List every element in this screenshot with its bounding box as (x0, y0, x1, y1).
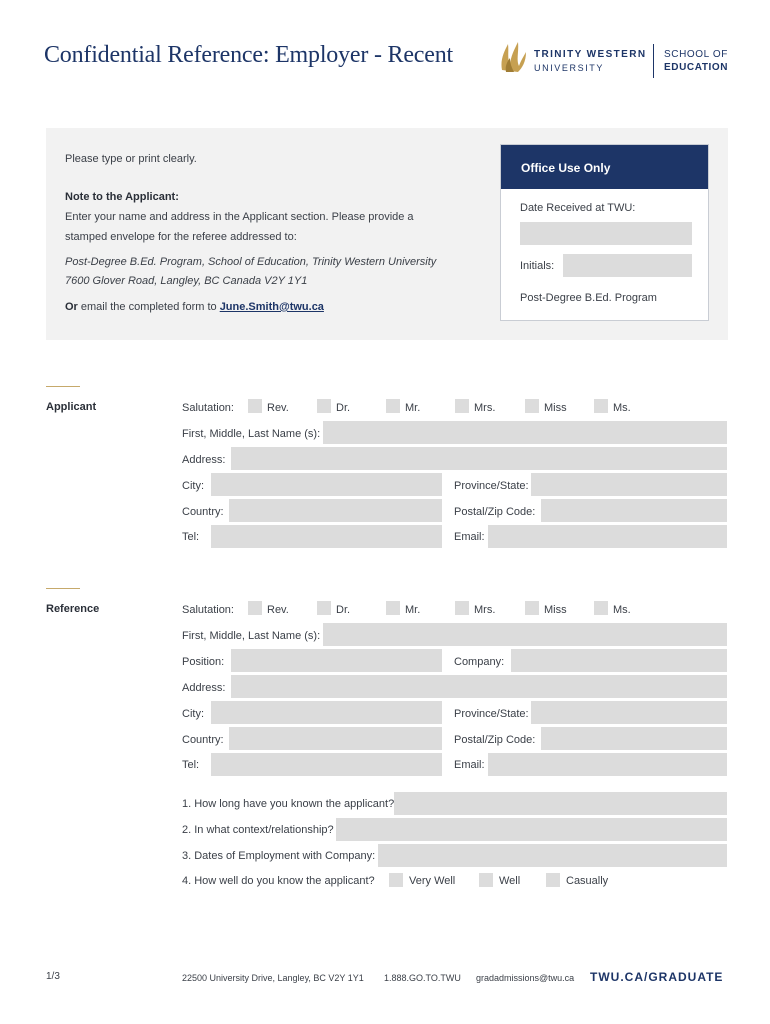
question-1-field[interactable] (394, 792, 727, 815)
well-label: Well (499, 875, 521, 887)
reference-city-label: City: (182, 708, 204, 720)
office-use-panel (500, 144, 709, 321)
reference-city-field[interactable] (211, 701, 442, 724)
casually-checkbox[interactable] (546, 873, 560, 887)
applicant-province-field[interactable] (531, 473, 727, 496)
reference-mrs-checkbox[interactable] (455, 601, 469, 615)
reference-name-field[interactable] (323, 623, 727, 646)
logo-school-line2: EDUCATION (664, 62, 729, 73)
reference-ms-label: Ms. (613, 604, 631, 616)
question-4-label: 4. How well do you know the applicant? (182, 875, 375, 887)
reference-tel-label: Tel: (182, 759, 200, 771)
applicant-mr-checkbox[interactable] (386, 399, 400, 413)
email-instruction-text: email the completed form to (77, 301, 220, 313)
page-number: 1/3 (46, 971, 60, 982)
applicant-ms-checkbox[interactable] (594, 399, 608, 413)
initials-field[interactable] (563, 254, 692, 277)
date-received-label: Date Received at TWU: (520, 202, 636, 214)
reference-miss-checkbox[interactable] (525, 601, 539, 615)
reference-section-rule (46, 588, 80, 589)
applicant-dr-checkbox[interactable] (317, 399, 331, 413)
reference-tel-field[interactable] (211, 753, 442, 776)
question-2-field[interactable] (336, 818, 727, 841)
applicant-country-field[interactable] (229, 499, 442, 522)
or-word: Or (65, 301, 78, 313)
page-title: Confidential Reference: Employer - Recent (44, 42, 453, 68)
applicant-name-label: First, Middle, Last Name (s): (182, 428, 321, 440)
logo-university-line2: UNIVERSITY (534, 63, 605, 73)
casually-label: Casually (566, 875, 609, 887)
reference-position-field[interactable] (231, 649, 442, 672)
very-well-label: Very Well (409, 875, 456, 887)
applicant-postal-field[interactable] (541, 499, 727, 522)
contact-email-link[interactable]: June.Smith@twu.ca (219, 301, 324, 313)
applicant-rev-checkbox[interactable] (248, 399, 262, 413)
reference-ms-checkbox[interactable] (594, 601, 608, 615)
applicant-mrs-checkbox[interactable] (455, 399, 469, 413)
date-received-field[interactable] (520, 222, 692, 245)
applicant-tel-label: Tel: (182, 531, 200, 543)
reference-rev-checkbox[interactable] (248, 601, 262, 615)
office-use-heading: Office Use Only (501, 145, 708, 189)
applicant-miss-label: Miss (544, 402, 567, 414)
flame-logo-icon (498, 40, 528, 74)
reference-address-field[interactable] (231, 675, 727, 698)
applicant-address-field[interactable] (231, 447, 727, 470)
applicant-email-field[interactable] (488, 525, 727, 548)
applicant-section-rule (46, 386, 80, 387)
applicant-tel-field[interactable] (211, 525, 442, 548)
applicant-rev-label: Rev. (267, 402, 289, 414)
question-1-label: 1. How long have you known the applicant? (182, 798, 395, 810)
reference-dr-checkbox[interactable] (317, 601, 331, 615)
applicant-ms-label: Ms. (613, 402, 631, 414)
applicant-city-label: City: (182, 480, 204, 492)
university-logo (498, 40, 738, 80)
reference-postal-label: Postal/Zip Code: (454, 734, 536, 746)
logo-university-line1: TRINITY WESTERN (534, 49, 647, 60)
reference-province-field[interactable] (531, 701, 727, 724)
reference-mr-checkbox[interactable] (386, 601, 400, 615)
reference-country-field[interactable] (229, 727, 442, 750)
footer-url: TWU.CA/GRADUATE (590, 970, 724, 984)
applicant-miss-checkbox[interactable] (525, 399, 539, 413)
reference-salutation-label: Salutation: (182, 604, 234, 616)
footer-email: gradadmissions@twu.ca (476, 973, 575, 983)
applicant-country-label: Country: (182, 506, 224, 518)
reference-email-label: Email: (454, 759, 485, 771)
email-instruction (65, 301, 324, 313)
reference-dr-label: Dr. (336, 604, 351, 616)
mailing-address-line-1: Post-Degree B.Ed. Program, School of Education, Trinity Western University (65, 256, 437, 268)
reference-province-label: Province/State: (454, 708, 529, 720)
logo-school-line1: SCHOOL OF (664, 49, 728, 60)
question-3-field[interactable] (378, 844, 727, 867)
reference-position-label: Position: (182, 656, 225, 668)
applicant-email-label: Email: (454, 531, 485, 543)
reference-country-label: Country: (182, 734, 224, 746)
logo-divider (653, 44, 654, 78)
question-3-label: 3. Dates of Employment with Company: (182, 850, 376, 862)
reference-company-field[interactable] (511, 649, 727, 672)
applicant-mrs-label: Mrs. (474, 402, 496, 414)
footer-address: 22500 University Drive, Langley, BC V2Y 1Y1 (182, 973, 364, 983)
reference-miss-label: Miss (544, 604, 567, 616)
applicant-section-label: Applicant (46, 401, 97, 413)
applicant-postal-label: Postal/Zip Code: (454, 506, 536, 518)
reference-postal-field[interactable] (541, 727, 727, 750)
program-label: Post-Degree B.Ed. Program (520, 292, 657, 304)
reference-mr-label: Mr. (405, 604, 421, 616)
note-heading: Note to the Applicant: (65, 191, 179, 203)
applicant-mr-label: Mr. (405, 402, 421, 414)
reference-mrs-label: Mrs. (474, 604, 496, 616)
note-line-2: stamped envelope for the referee addressed to: (65, 231, 297, 243)
reference-rev-label: Rev. (267, 604, 289, 616)
applicant-salutation-label: Salutation: (182, 402, 234, 414)
initials-label: Initials: (520, 260, 555, 272)
reference-email-field[interactable] (488, 753, 727, 776)
note-line-1: Enter your name and address in the Applicant section. Please provide a (65, 211, 414, 223)
applicant-city-field[interactable] (211, 473, 442, 496)
applicant-province-label: Province/State: (454, 480, 529, 492)
applicant-address-label: Address: (182, 454, 226, 466)
reference-address-label: Address: (182, 682, 226, 694)
reference-name-label: First, Middle, Last Name (s): (182, 630, 321, 642)
mailing-address-line-2: 7600 Glover Road, Langley, BC Canada V2Y 1Y1 (65, 275, 308, 287)
reference-section-label: Reference (46, 603, 100, 615)
footer-phone: 1.888.GO.TO.TWU (384, 973, 461, 983)
question-2-label: 2. In what context/relationship? (182, 824, 334, 836)
print-clearly-text: Please type or print clearly. (65, 153, 197, 165)
applicant-name-field[interactable] (323, 421, 727, 444)
applicant-dr-label: Dr. (336, 402, 351, 414)
reference-company-label: Company: (454, 656, 505, 668)
well-checkbox[interactable] (479, 873, 493, 887)
very-well-checkbox[interactable] (389, 873, 403, 887)
